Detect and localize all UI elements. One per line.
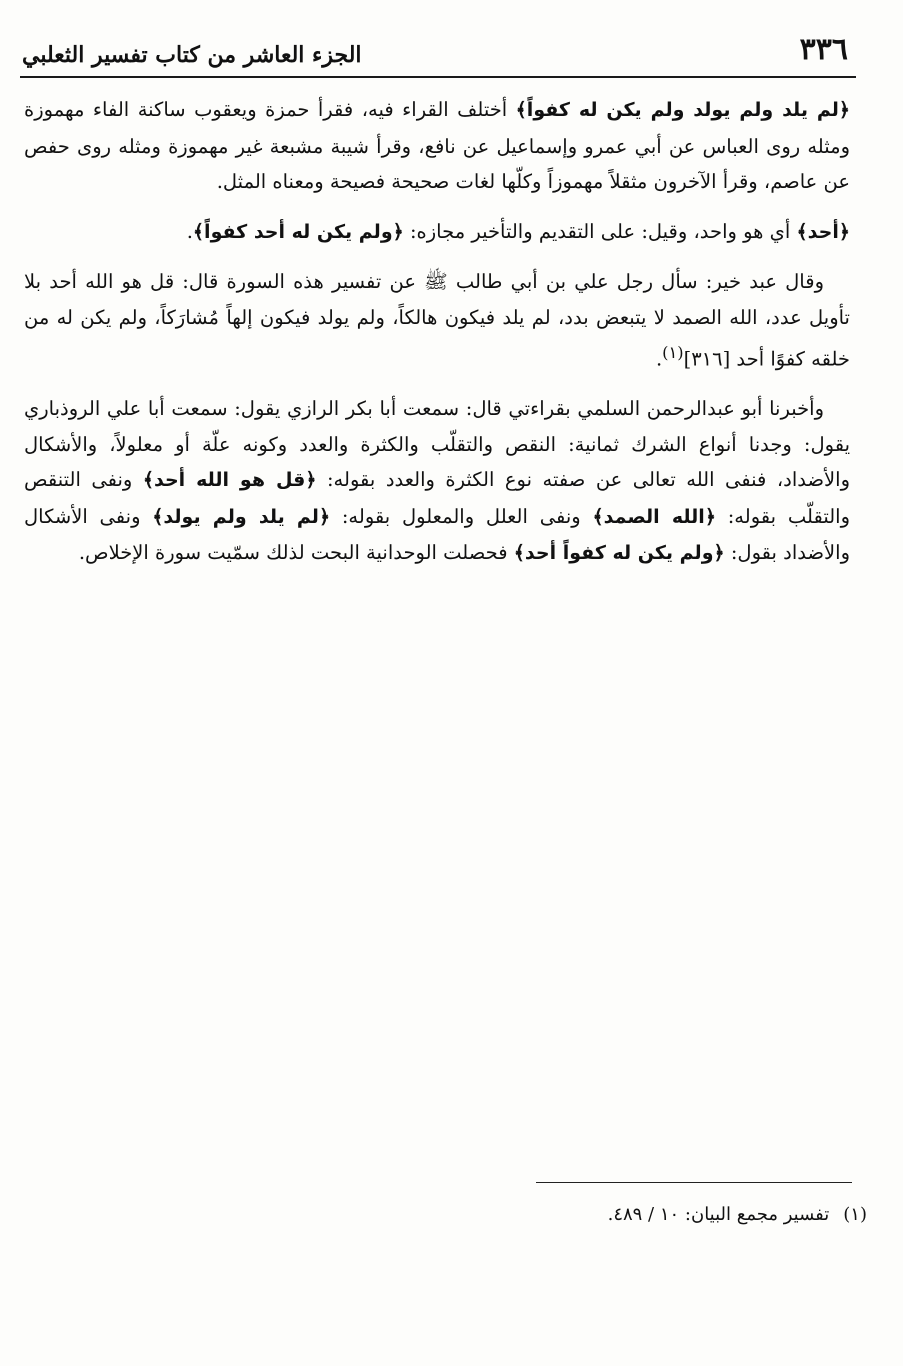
footnote-reference: (١) xyxy=(662,343,684,362)
quran-quote: ﴿أحد﴾ xyxy=(796,220,850,243)
footnote-text: تفسير مجمع البيان: ١٠ / ٤٨٩. xyxy=(607,1204,830,1225)
quran-quote: ﴿لم يلد ولم يولد ولم يكن له كفواً﴾ xyxy=(515,99,851,121)
quran-quote: ﴿الله الصمد﴾ xyxy=(592,505,716,528)
paragraph-text: وقال عبد خير: سأل رجل علي بن أبي طالب ﷺ عن تفسير هذه السورة قال: قل هو الله أحد بلا تأويل عدد، الله الصمد لا يتبعض بدد، لم يلد فيكون هالكاً، ولم يولد فيكون إلهاً مُشارَكاً، ولم يكن له من خلقه كفوًا أحد [٣١٦] xyxy=(24,270,850,371)
header-rule xyxy=(20,76,856,78)
paragraph-text: . xyxy=(655,347,663,371)
page-header xyxy=(20,30,856,78)
running-title: الجزء العاشر من كتاب تفسير الثعلبي xyxy=(22,42,362,68)
paragraph-4 xyxy=(24,391,850,572)
paragraph-text: ونفى التنقص والتقلّب بقوله: xyxy=(24,468,850,528)
paragraph-text: . xyxy=(186,219,193,243)
paragraph-text: ونفى العلل والمعلول بقوله: xyxy=(330,504,593,528)
paragraph-text: أي هو واحد، وقيل: على التقديم والتأخير مجازه: xyxy=(403,219,797,243)
paragraph-1 xyxy=(24,92,850,200)
paragraph-text: وأخبرنا أبو عبدالرحمن السلمي بقراءتي قال: سمعت أبا بكر الرازي يقول: سمعت أبا علي الروذباري يقول: وجدنا أنواع الشرك ثمانية: النقص والتقلّب والكثرة والعدد وكونه علّة أو معلولاً، والأشكال والأضداد، فنفى الله تعالى عن صفته نوع الكثرة والعدد بقوله: xyxy=(24,397,851,491)
main-text xyxy=(24,92,850,586)
paragraph-2 xyxy=(24,214,850,251)
quran-quote: ﴿قل هو الله أحد﴾ xyxy=(142,469,317,491)
quran-quote: ﴿ولم يكن له كفواً أحد﴾ xyxy=(513,542,725,564)
paragraph-3 xyxy=(24,264,850,377)
footnote-rule xyxy=(536,1182,852,1183)
footnote-mark: (١) xyxy=(843,1204,867,1225)
paragraph-text: أختلف القراء فيه، فقرأ حمزة ويعقوب ساكنة الفاء مهموزة ومثله روى العباس عن أبي عمرو وإسماعيل عن نافع، وقرأ شيبة مشبعة غير مهموزة ومثله روى حفص عن عاصم، وقرأ الآخرون مثقلاً مهموزاً وكلّها لغات صحيحة فصيحة ومعناه المثل. xyxy=(24,98,850,193)
footnote xyxy=(267,1204,867,1225)
paragraph-text: ونفى الأشكال والأضداد بقول: xyxy=(24,504,850,564)
quran-quote: ﴿لم يلد ولم يولد﴾ xyxy=(152,505,331,528)
paragraph-text: فحصلت الوحدانية البحت لذلك سمّيت سورة الإخلاص. xyxy=(78,541,514,564)
page-number: ٣٣٦ xyxy=(799,32,848,67)
quran-quote: ﴿ولم يكن له أحد كفواً﴾ xyxy=(192,220,404,243)
